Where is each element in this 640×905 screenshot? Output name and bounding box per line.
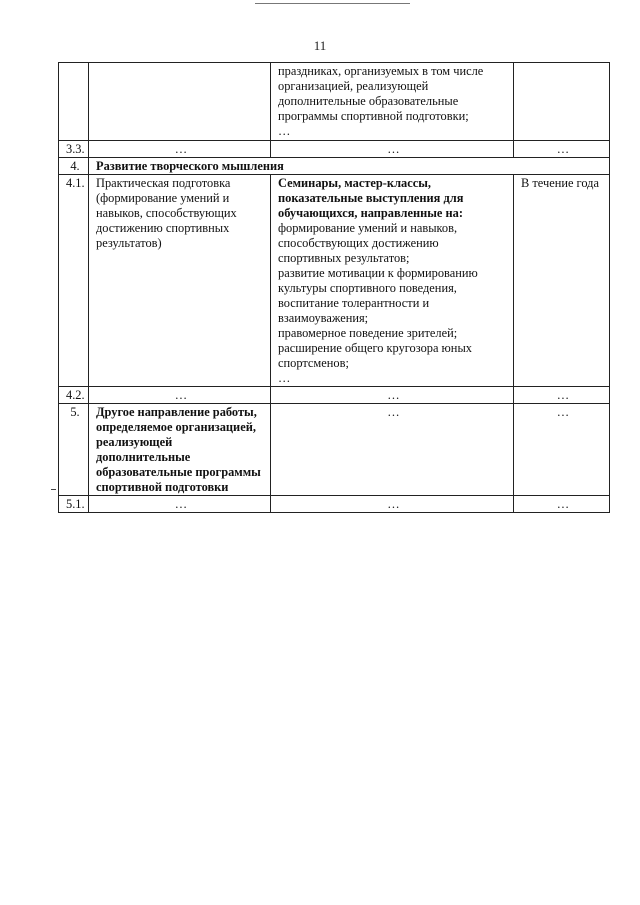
cell-direction: … (89, 141, 271, 158)
direction-line: (формирование умений и (96, 191, 230, 205)
event-line: спортивных результатов; (278, 251, 410, 265)
cell-num: 3.3. (59, 141, 89, 158)
event-line: … (278, 371, 291, 385)
cell-event (271, 63, 514, 141)
event-line: программы спортивной подготовки; (278, 109, 469, 123)
event-line: воспитание толерантности и (278, 296, 430, 310)
cell-event (271, 175, 514, 387)
section-title-line: реализующей (96, 435, 173, 449)
cell-event: … (271, 496, 514, 513)
event-line: дополнительные образовательные (278, 94, 459, 108)
event-line: взаимоуважения; (278, 311, 369, 325)
section-title-line: образовательные программы (96, 465, 261, 479)
event-line: организацией, реализующей (278, 79, 429, 93)
cell-direction (89, 175, 271, 387)
cell-event: … (271, 141, 514, 158)
table-row-section-5 (59, 404, 610, 496)
direction-line: достижению спортивных (96, 221, 230, 235)
section-title-line: Другое направление работы, (96, 405, 257, 419)
cell-num: 5.1. (59, 496, 89, 513)
scan-margin-mark (51, 489, 56, 490)
table-row-3-3 (59, 141, 610, 158)
cell-timing (514, 63, 610, 141)
section-title-line: определяемое организацией, (96, 420, 256, 434)
cell-direction: … (89, 496, 271, 513)
section-title-line: дополнительные (96, 450, 191, 464)
event-line: развитие мотивации к формированию (278, 266, 478, 280)
cell-num: 5. (59, 404, 89, 496)
event-line: спортсменов; (278, 356, 349, 370)
section-title: Развитие творческого мышления (89, 158, 610, 175)
section-title (89, 404, 271, 496)
direction-line: результатов) (96, 236, 162, 250)
event-line: культуры спортивного поведения, (278, 281, 457, 295)
program-events-table (58, 62, 610, 513)
cell-timing: … (514, 404, 610, 496)
table-row-section-4 (59, 158, 610, 175)
table-row-4-2 (59, 387, 610, 404)
event-line: формирование умений и навыков, (278, 221, 458, 235)
table-row-4-1 (59, 175, 610, 387)
cell-num: 4.2. (59, 387, 89, 404)
event-line: праздниках, организуемых в том числе (278, 64, 484, 78)
cell-timing: … (514, 387, 610, 404)
cell-direction (89, 63, 271, 141)
direction-line: навыков, способствующих (96, 206, 237, 220)
cell-timing: … (514, 496, 610, 513)
scan-top-rule (255, 3, 410, 4)
event-heading-line: показательные выступления для (278, 191, 464, 205)
event-line: правомерное поведение зрителей; (278, 326, 458, 340)
cell-num: 4. (59, 158, 89, 175)
event-heading-line: Семинары, мастер-классы, (278, 176, 431, 190)
table-row-continuation (59, 63, 610, 141)
event-line: способствующих достижению (278, 236, 439, 250)
direction-line: Практическая подготовка (96, 176, 231, 190)
cell-direction: … (89, 387, 271, 404)
cell-num (59, 63, 89, 141)
cell-timing: … (514, 141, 610, 158)
cell-event: … (271, 404, 514, 496)
event-line: расширение общего кругозора юных (278, 341, 472, 355)
cell-timing: В течение года (514, 175, 610, 387)
event-heading-line: обучающихся, направленные на: (278, 206, 463, 220)
event-line: … (278, 124, 291, 138)
table-row-5-1 (59, 496, 610, 513)
section-title-line: спортивной подготовки (96, 480, 229, 494)
cell-num: 4.1. (59, 175, 89, 387)
page-number: 11 (313, 38, 327, 53)
cell-event: … (271, 387, 514, 404)
